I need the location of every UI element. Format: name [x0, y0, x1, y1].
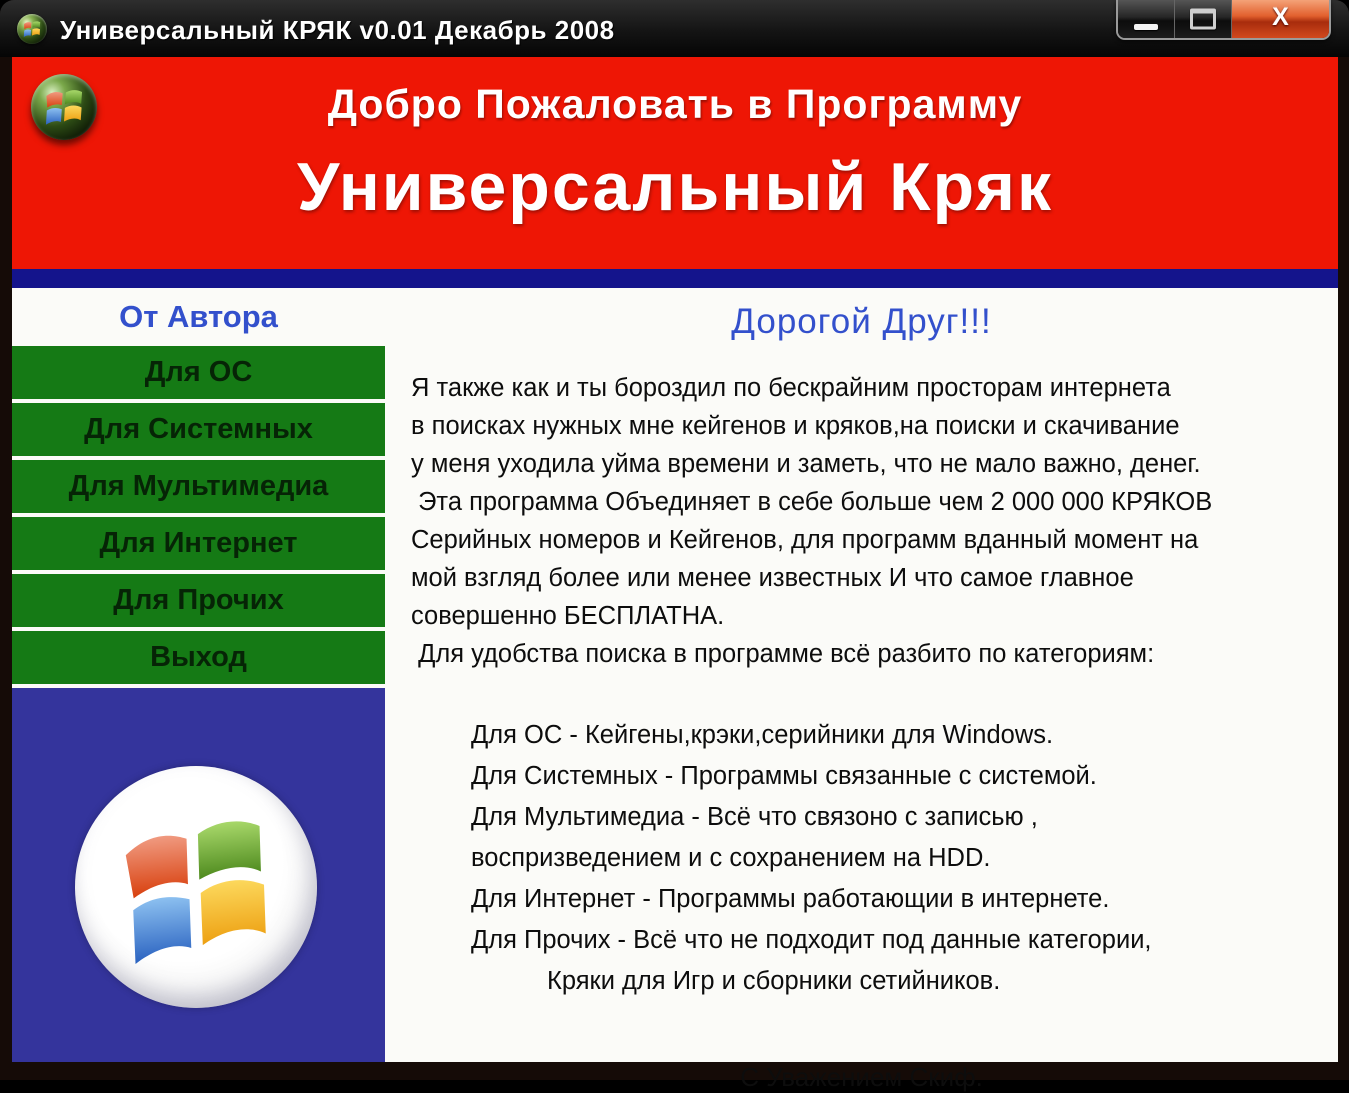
signature-line: С Уважением Скиф.	[740, 1062, 983, 1092]
windows-flag-icon	[22, 19, 42, 39]
windows-flag-icon	[42, 85, 86, 129]
minimize-icon	[1134, 24, 1158, 30]
sidebar	[12, 288, 385, 1062]
sidebar-item-vyhod[interactable]: Выход	[12, 631, 385, 684]
intro-line: Эта программа Объединяет в себе больше чем 2 000 000 КРЯКОВ	[411, 488, 1213, 516]
sidebar-item-dlya-prochih[interactable]: Для Прочих	[12, 574, 385, 627]
category-line: Кряки для Игр и сборники сетийников.	[547, 967, 1001, 995]
sidebar-item-dlya-multimedia[interactable]: Для Мультимедиа	[12, 460, 385, 513]
category-line: Для Мультимедиа - Всё что связоно с записью ,	[471, 803, 1038, 831]
sidebar-footer-panel	[12, 688, 385, 1062]
page-title: Дорогой Друг!!!	[731, 302, 992, 341]
intro-line: в поисках нужных мне кейгенов и кряков,на поиски и скачивание	[411, 412, 1180, 440]
divider-stripe	[12, 269, 1338, 288]
sidebar-item-dlya-sistemnyh[interactable]: Для Системных	[12, 403, 385, 456]
intro-line: Для удобства поиска в программе всё разбито по категориям:	[411, 640, 1155, 668]
maximize-icon	[1190, 9, 1216, 30]
close-icon: X	[1272, 3, 1289, 31]
title-bar	[0, 0, 1349, 57]
intro-line: Серийных номеров и Кейгенов, для программ вданный момент на	[411, 526, 1199, 554]
intro-line: Я также как и ты бороздил по бескрайним просторам интернета	[411, 374, 1171, 402]
sidebar-item-ot-avtora[interactable]: От Автора	[12, 288, 385, 346]
windows-flag-icon	[105, 798, 290, 983]
category-line: Для ОС - Кейгены,крэки,серийники для Windows.	[471, 721, 1054, 749]
maximize-button[interactable]	[1174, 0, 1231, 38]
app-header	[12, 57, 1338, 269]
close-button[interactable]	[1231, 0, 1329, 38]
sidebar-item-dlya-internet[interactable]: Для Интернет	[12, 517, 385, 570]
windows-logo-badge	[75, 766, 317, 1008]
main-panel	[385, 288, 1338, 1092]
categories-list	[471, 715, 1338, 1002]
window-controls	[1116, 0, 1331, 40]
intro-paragraph	[411, 369, 1316, 673]
intro-line: совершенно БЕСПЛАТНА.	[411, 602, 725, 630]
welcome-line: Добро Пожаловать в Программу	[327, 81, 1023, 127]
intro-line: мой взгляд более или менее известных И что самое главное	[411, 564, 1134, 592]
content-area	[12, 288, 1338, 1092]
windows-orb-icon	[31, 74, 97, 140]
intro-line: у меня уходила уйма времени и заметь, что не мало важно, денег.	[411, 450, 1201, 478]
category-line: Для Интернет - Программы работающии в интернете.	[471, 885, 1110, 913]
minimize-button[interactable]	[1118, 0, 1174, 38]
category-line: воспризведением и с сохранением на HDD.	[471, 844, 991, 872]
sidebar-item-dlya-os[interactable]: Для ОС	[12, 346, 385, 399]
window-title: Универсальный КРЯК v0.01 Декабрь 2008	[60, 15, 615, 45]
app-title: Универсальный Кряк	[296, 149, 1053, 225]
category-line: Для Системных - Программы связанные с системой.	[471, 762, 1097, 790]
category-line: Для Прочих - Всё что не подходит под данные категории,	[471, 926, 1152, 954]
app-orb-icon	[17, 14, 47, 44]
